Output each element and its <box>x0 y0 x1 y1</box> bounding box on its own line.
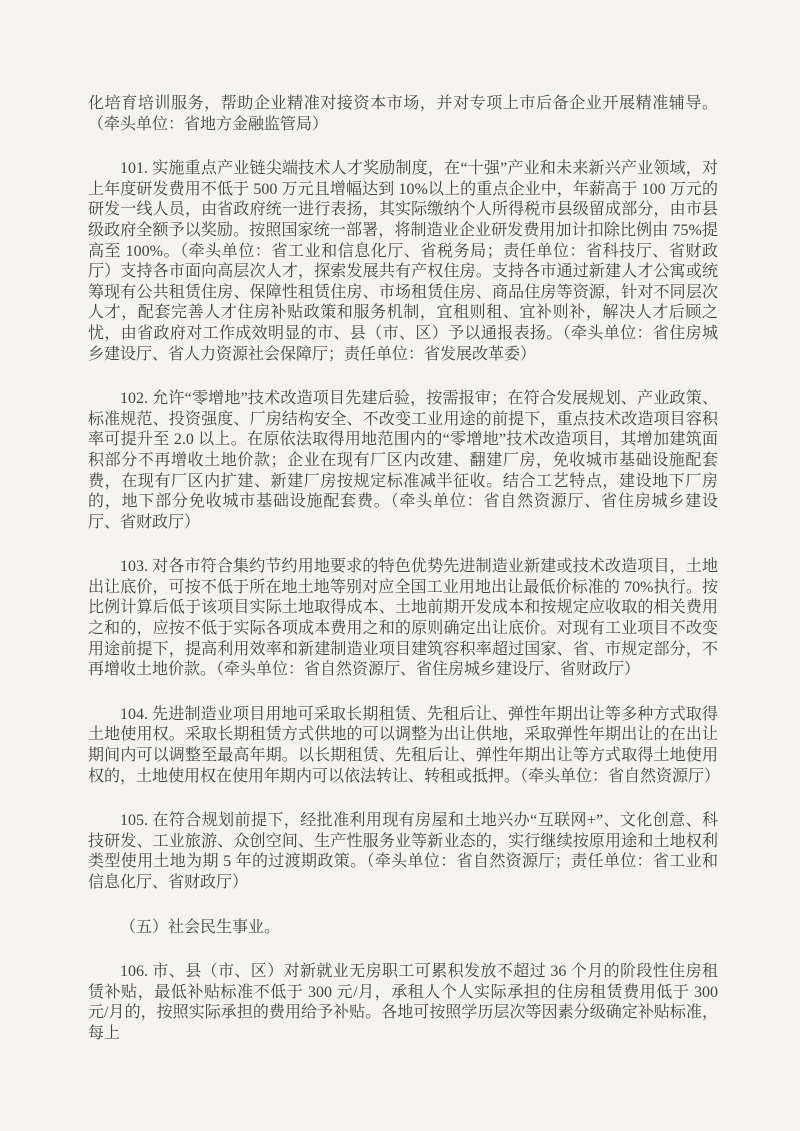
paragraph-continuation: 化培育培训服务，帮助企业精准对接资本市场，并对专项上市后备企业开展精准辅导。（牵头单位：省地方金融监管局） <box>88 95 718 133</box>
paragraph-item-102: 102. 允许“零增地”技术改造项目先建后验，按需报审；在符合发展规划、产业政策、标准规范、投资强度、厂房结构安全、不改变工业用途的前提下，重点技术改造项目容积率可提升至 2.0 以上。在原依法取得用地范围内的“零增地”技术改造项目，其增加建筑面积部分不再增收土地价款；企业在现有厂区内改建、翻建厂房，免收城市基础设施配套费，在现有厂区内扩建、新建厂房按规定标准减半征收。结合工艺特点，建设地下厂房的，地下部分免收城市基础设施配套费。（牵头单位：省自然资源厅、省住房城乡建设厅、省财政厅） <box>88 390 718 531</box>
paragraph-item-105: 105. 在符合规划前提下，经批准利用现有房屋和土地兴办“互联网+”、文化创意、科技研发、工业旅游、众创空间、生产性服务业等新业态的，实行继续按原用途和土地权利类型使用土地为期 5 年的过渡期政策。（牵头单位：省自然资源厅；责任单位：省工业和信息化厅、省财政厅） <box>88 812 718 891</box>
paragraph-item-101: 101. 实施重点产业链尖端技术人才奖励制度，在“十强”产业和未来新兴产业领域，对上年度研发费用不低于 500 万元且增幅达到 10%以上的重点企业中，年薪高于 100 万元的研发一线人员，由省政府统一进行表扬，其实际缴纳个人所得税市县级留成部分，由市县级政府全额予以奖励。按照国家统一部署，将制造业企业研发费用加计扣除比例由 75%提高至 100%。（牵头单位：省工业和信息化厅、省税务局；责任单位：省科技厅、省财政厅）支持各市面向高层次人才，探索发展共有产权住房。支持各市通过新建人才公寓或统筹现有公共租赁住房、保障性租赁住房、市场租赁住房、商品住房等资源，针对不同层次人才，配套完善人才住房补贴政策和服务机制，宜租则租、宜补则补，解决人才后顾之忧，由省政府对工作成效明显的市、县（市、区）予以通报表扬。（牵头单位：省住房城乡建设厅、省人力资源社会保障厅；责任单位：省发展改革委） <box>88 160 718 363</box>
paragraph-item-106: 106. 市、县（市、区）对新就业无房职工可累积发放不超过 36 个月的阶段性住房租赁补贴，最低补贴标准不低于 300 元/月，承租人个人实际承担的住房租赁费用低于 300 元/月的，按照实际承担的费用给予补贴。各地可按照学历层次等因素分级确定补贴标准，每上 <box>88 963 718 1042</box>
paragraph-item-103: 103. 对各市符合集约节约用地要求的特色优势先进制造业新建或技术改造项目，土地出让底价，可按不低于所在地土地等别对应全国工业用地出让最低价标准的 70%执行。按比例计算后低于该项目实际土地取得成本、土地前期开发成本和按规定应收取的相关费用之和的，应按不低于实际各项成本费用之和的原则确定出让底价。对现有工业项目不改变用途前提下，提高利用效率和新建制造业项目建筑容积率超过国家、省、市规定部分，不再增收土地价款。（牵头单位：省自然资源厅、省住房城乡建设厅、省财政厅） <box>88 558 718 679</box>
section-heading-social-livelihood: （五）社会民生事业。 <box>120 918 281 936</box>
paragraph-item-104: 104. 先进制造业项目用地可采取长期租赁、先租后让、弹性年期出让等多种方式取得土地使用权。采取长期租赁方式供地的可以调整为出让供地，采取弹性年期出让的在出让期间内可以调整至最高年期。以长期租赁、先租后让、弹性年期出让等方式取得土地使用权的，土地使用权在使用年期内可以依法转让、转租或抵押。（牵头单位：省自然资源厅） <box>88 705 721 785</box>
